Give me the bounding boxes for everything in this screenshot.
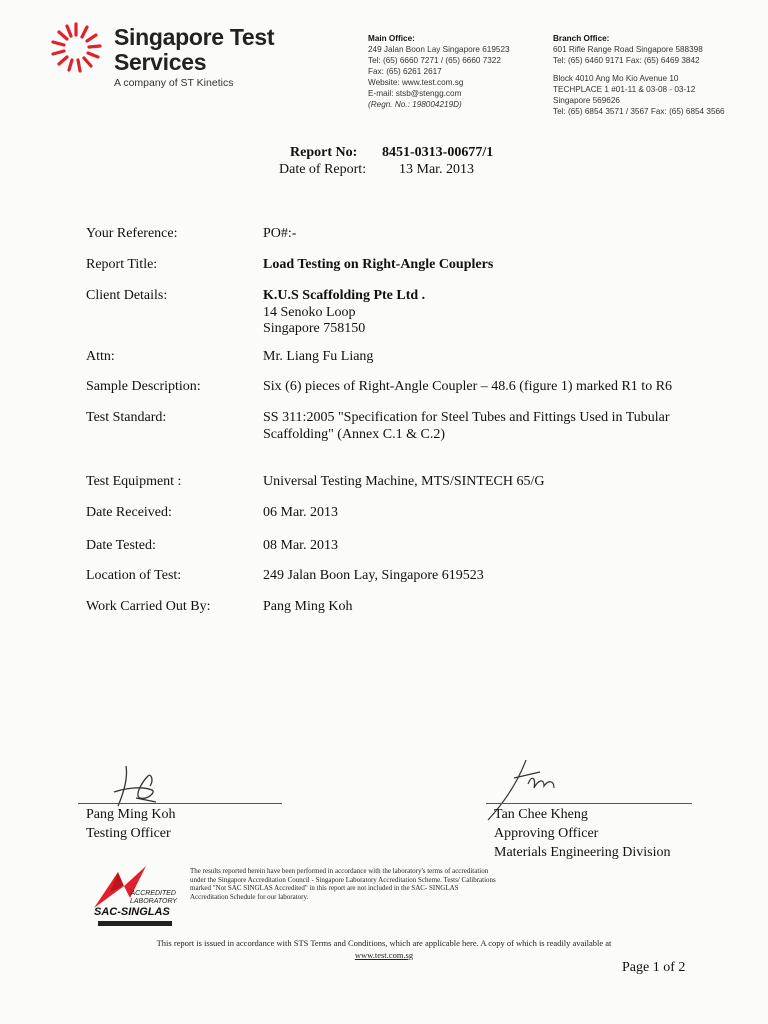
terms-notice bbox=[0, 937, 768, 961]
field-value-reference: PO#:- bbox=[263, 226, 297, 241]
right-signatory-name: Tan Chee Kheng bbox=[494, 807, 588, 822]
field-label-attn: Attn: bbox=[86, 349, 115, 364]
branch-office-line: TECHPLACE 1 #01-11 & 03-08 - 03-12 bbox=[553, 85, 696, 94]
field-label-report-title: Report Title: bbox=[86, 257, 158, 272]
report-number-label: Report No: bbox=[290, 145, 358, 160]
field-label-sample: Sample Description: bbox=[86, 379, 201, 394]
brand-name-line1: Singapore Test bbox=[114, 24, 275, 50]
branch-office-line: Tel: (65) 6460 9171 Fax: (65) 6469 3842 bbox=[553, 56, 700, 65]
branch-office-block bbox=[553, 33, 725, 117]
field-value-work-by: Pang Ming Koh bbox=[263, 599, 353, 614]
sac-brand: SAC-SINGLAS bbox=[94, 906, 170, 918]
brand-tagline: A company of ST Kinetics bbox=[114, 77, 234, 89]
field-label-reference: Your Reference: bbox=[86, 226, 178, 241]
right-signatory-title: Approving Officer bbox=[494, 826, 599, 841]
field-value-date-received: 06 Mar. 2013 bbox=[263, 505, 339, 520]
main-office-line: 249 Jalan Boon Lay Singapore 619523 bbox=[368, 45, 510, 54]
branch-office-line: Tel: (65) 6854 3571 / 3567 Fax: (65) 6854 3566 bbox=[553, 107, 725, 116]
branch-office-line: Singapore 569626 bbox=[553, 96, 620, 105]
main-office-line: (Regn. No.: 198004219D) bbox=[368, 100, 462, 109]
field-value-standard: SS 311:2005 "Specification for Steel Tubes and Fittings Used in Tubular Scaffolding" (Annex C.1 & C.2) bbox=[263, 410, 670, 442]
sac-line2: LABORATORY bbox=[130, 897, 177, 905]
sts-starburst-logo-icon bbox=[48, 20, 104, 76]
field-label-client: Client Details: bbox=[86, 288, 168, 303]
field-label-equipment: Test Equipment : bbox=[86, 474, 182, 489]
left-signature-line bbox=[78, 803, 282, 804]
main-office-line: Tel: (65) 6660 7271 / (65) 6660 7322 bbox=[368, 56, 501, 65]
right-signatory bbox=[494, 805, 671, 862]
field-label-date-received: Date Received: bbox=[86, 505, 172, 520]
field-value-client bbox=[263, 288, 703, 338]
terms-text: This report is issued in accordance with STS Terms and Conditions, which are applicable here. A copy of which is readily available at bbox=[156, 938, 612, 948]
main-office-heading: Main Office: bbox=[368, 34, 415, 43]
sac-line1: ACCREDITED bbox=[130, 890, 176, 897]
right-signature-line bbox=[486, 803, 692, 804]
field-value-equipment: Universal Testing Machine, MTS/SINTECH 65/G bbox=[263, 474, 545, 489]
report-number: 8451-0313-00677/1 bbox=[382, 145, 494, 160]
field-value-report-title: Load Testing on Right-Angle Couplers bbox=[263, 257, 494, 272]
field-label-standard: Test Standard: bbox=[86, 410, 167, 425]
branch-office-line: Block 4010 Ang Mo Kio Avenue 10 bbox=[553, 74, 679, 83]
field-label-location: Location of Test: bbox=[86, 568, 182, 583]
field-value-attn: Mr. Liang Fu Liang bbox=[263, 349, 374, 364]
field-label-date-tested: Date Tested: bbox=[86, 538, 156, 553]
field-label-work-by: Work Carried Out By: bbox=[86, 599, 211, 614]
report-date-label: Date of Report: bbox=[279, 162, 367, 177]
sac-accreditation-text bbox=[130, 890, 176, 905]
branch-office-line: 601 Rifle Range Road Singapore 588398 bbox=[553, 45, 703, 54]
main-office-line: E-mail: stsb@stengg.com bbox=[368, 89, 462, 98]
terms-url-link[interactable]: www.test.com.sg bbox=[354, 950, 414, 960]
page-number: Page 1 of 2 bbox=[622, 960, 686, 975]
client-name: K.U.S Scaffolding Pte Ltd . bbox=[263, 288, 426, 303]
report-date: 13 Mar. 2013 bbox=[399, 162, 475, 177]
client-address-line: Singapore 758150 bbox=[263, 321, 366, 336]
left-signatory-name: Pang Ming Koh bbox=[86, 807, 176, 822]
branch-office-heading: Branch Office: bbox=[553, 34, 610, 43]
field-value-location: 249 Jalan Boon Lay, Singapore 619523 bbox=[263, 568, 484, 583]
main-office-block bbox=[368, 33, 510, 110]
field-value-date-tested: 08 Mar. 2013 bbox=[263, 538, 339, 553]
client-address-line: 14 Senoko Loop bbox=[263, 304, 356, 320]
right-signatory-division: Materials Engineering Division bbox=[494, 845, 671, 860]
sac-cert-bar bbox=[98, 921, 172, 926]
left-signatory-title: Testing Officer bbox=[86, 826, 171, 841]
sac-singlas-logo bbox=[88, 858, 184, 930]
accreditation-disclaimer: The results reported herein have been performed in accordance with the laboratory's terms of accreditation under the Singapore Accreditation Council - Singapore Laboratory Accreditation Scheme. Tests/ Calibrations marked "Not SAC SINGLAS Accredited" in this report are not included in the SAC- SINGLAS Accreditation Schedule for our laboratory. bbox=[190, 867, 496, 901]
brand-name-line2: Services bbox=[114, 49, 207, 75]
main-office-line: Fax: (65) 6261 2617 bbox=[368, 67, 442, 76]
main-office-line: Website: www.test.com.sg bbox=[368, 78, 464, 87]
field-value-sample: Six (6) pieces of Right-Angle Coupler – 48.6 (figure 1) marked R1 to R6 bbox=[263, 379, 673, 394]
left-signatory bbox=[86, 805, 175, 843]
